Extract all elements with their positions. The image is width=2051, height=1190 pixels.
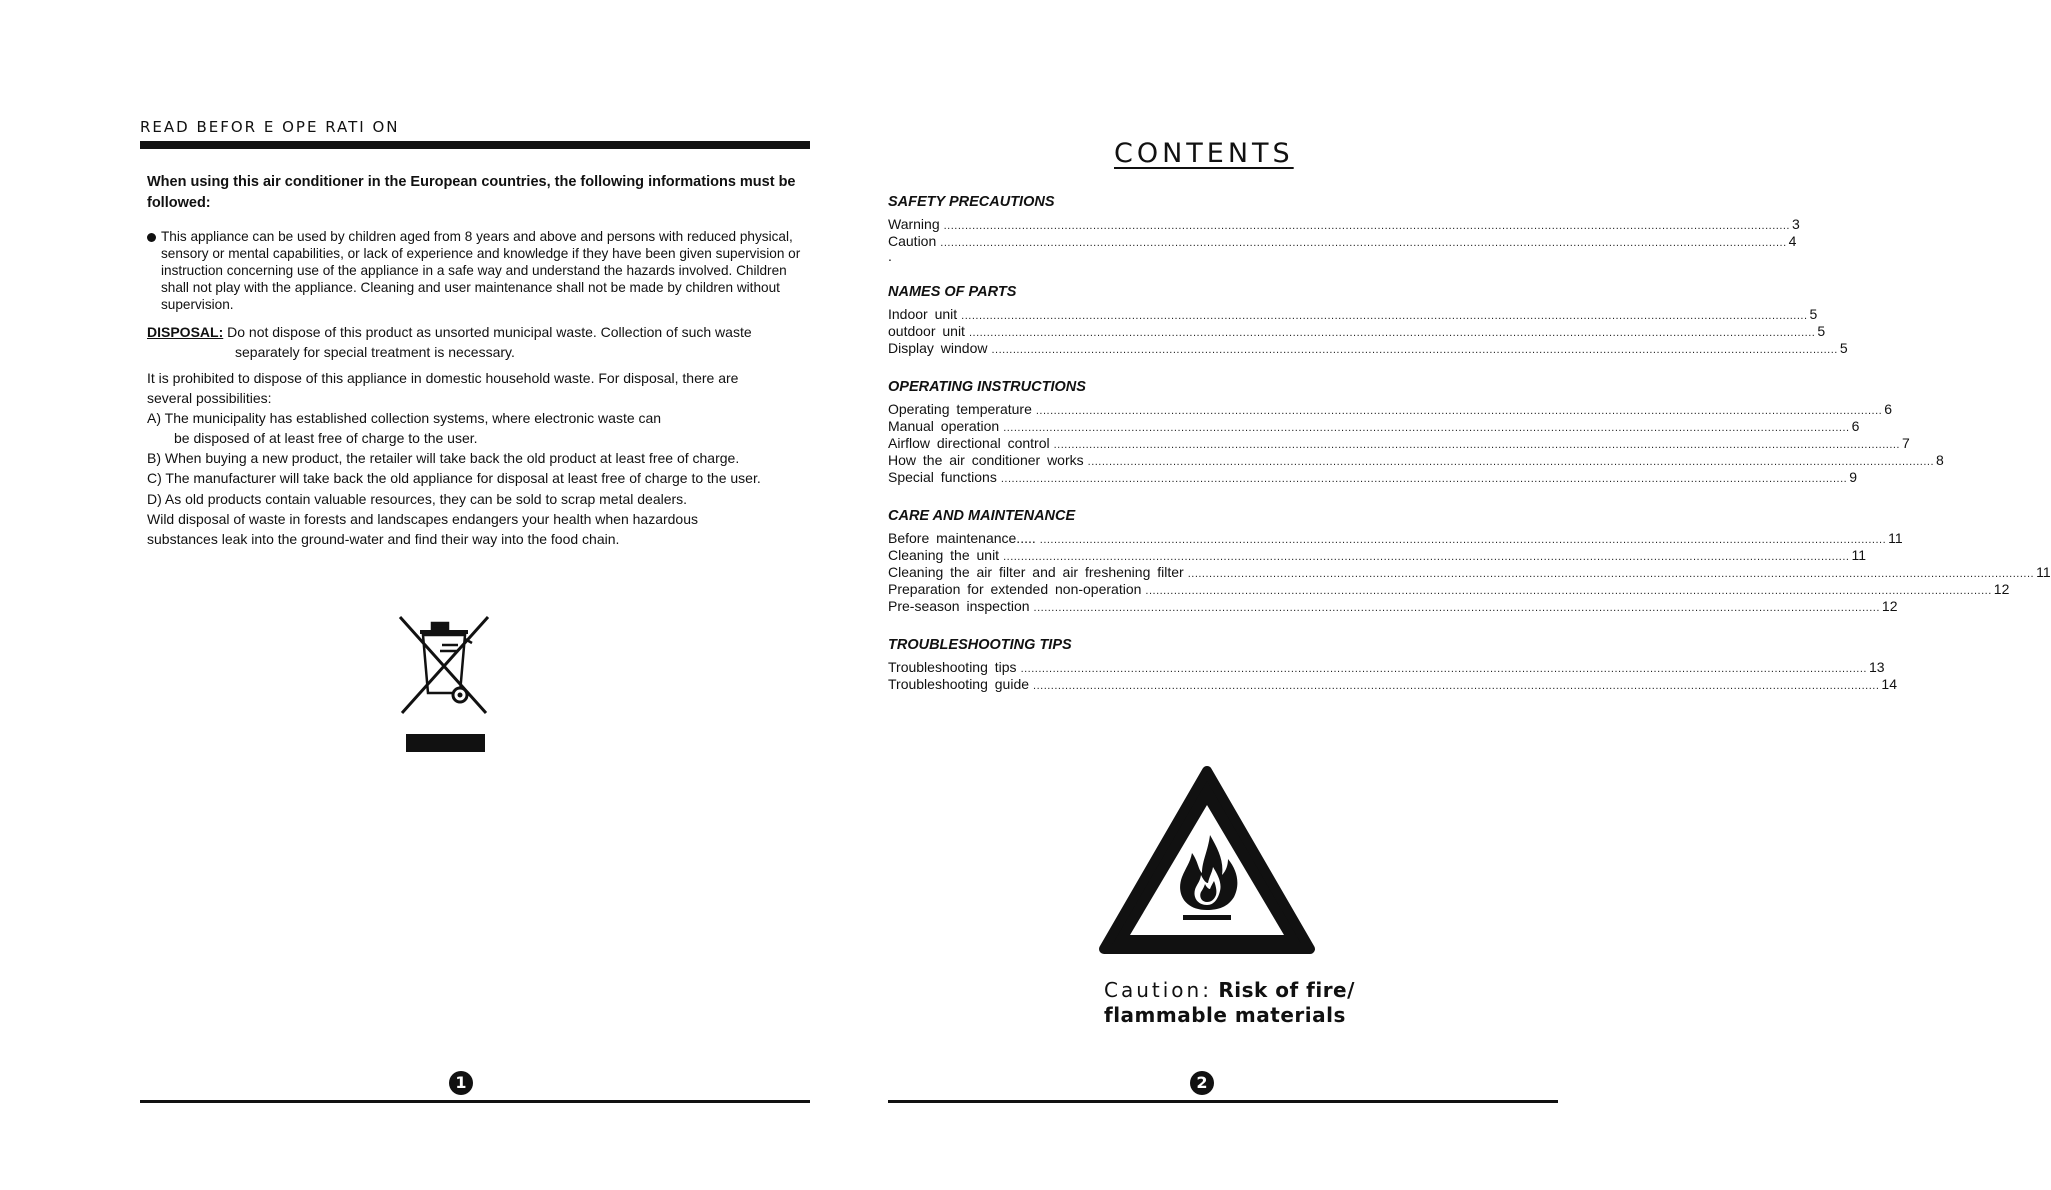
toc-entry-page: 4 xyxy=(1788,233,1797,249)
toc-section-heading: SAFETY PRECAUTIONS xyxy=(888,194,1055,210)
toc-entry xyxy=(888,547,1866,564)
toc-dot-leader: .............................................................................................................................................................................................................................................. xyxy=(1087,456,1935,468)
option-b: B) When buying a new product, the retailer will take back the old product at least free of charge. xyxy=(147,450,740,467)
toc-dot-leader: .............................................................................................................................................................................................................................................. xyxy=(1003,551,1850,563)
footer-rule xyxy=(140,1100,810,1103)
toc-dot-leader: .............................................................................................................................................................................................................................................. xyxy=(940,237,1787,249)
toc-entry xyxy=(888,418,1860,435)
toc-entry-label: outdoor unit xyxy=(888,323,965,339)
toc-entry-page: 3 xyxy=(1792,216,1800,232)
toc-entry-page: 6 xyxy=(1851,418,1860,434)
option-d: D) As old products contain valuable resources, they can be sold to scrap metal dealers. xyxy=(147,490,688,507)
toc-entry-label: Operating temperature xyxy=(888,401,1032,417)
toc-entry-label: Cleaning the air filter and air freshening filter xyxy=(888,564,1184,580)
toc-entry-page: 5 xyxy=(1809,306,1818,322)
page-number-badge: 1 xyxy=(449,1071,473,1095)
toc-entry-label: How the air conditioner works xyxy=(888,452,1084,468)
toc-dot-leader: .............................................................................................................................................................................................................................................. xyxy=(1003,422,1850,434)
toc-entry-label: Airflow directional control xyxy=(888,435,1050,451)
toc-section xyxy=(888,506,2051,615)
closing-line-1: Wild disposal of waste in forests and landscapes endangers your health when hazardous xyxy=(147,510,698,527)
toc-dot-leader: .............................................................................................................................................................................................................................................. xyxy=(961,310,1808,322)
toc-dot-leader: .............................................................................................................................................................................................................................................. xyxy=(1053,439,1900,451)
toc-entry-page: 8 xyxy=(1936,452,1944,468)
toc-section xyxy=(888,192,1800,264)
toc-entry-page: 7 xyxy=(1902,435,1910,451)
toc-section-heading: CARE AND MAINTENANCE xyxy=(888,508,1076,524)
page-number-badge: 2 xyxy=(1190,1071,1214,1095)
disposal-notice xyxy=(147,322,817,362)
toc-entry-label: Manual operation xyxy=(888,418,1000,434)
toc-entry xyxy=(888,469,1858,486)
toc-entry xyxy=(888,216,1800,233)
toc-entry-label: Indoor unit xyxy=(888,306,958,322)
toc-dot-leader: .............................................................................................................................................................................................................................................. xyxy=(991,344,1838,356)
caution-label xyxy=(1104,978,1355,1002)
disposal-options xyxy=(147,368,827,549)
crossed-out-wheelie-bin-icon xyxy=(396,615,492,715)
option-a-line-2: be disposed of at least free of charge to the user. xyxy=(174,430,478,447)
option-a-line-1: A) The municipality has established collection systems, where electronic waste can xyxy=(147,410,662,427)
toc-entry-label: Pre-season inspection xyxy=(888,598,1030,614)
option-c: C) The manufacturer will take back the old appliance for disposal at least free of charge to the user. xyxy=(147,470,761,487)
toc-entry-page: 6 xyxy=(1884,401,1893,417)
toc-dot-leader: .............................................................................................................................................................................................................................................. xyxy=(943,220,1790,232)
toc-dot-leader: .............................................................................................................................................................................................................................................. xyxy=(1187,568,2035,580)
closing-line-2: substances leak into the ground-water and find their way into the food chain. xyxy=(147,530,620,547)
toc-dot-leader: .............................................................................................................................................................................................................................................. xyxy=(968,327,1816,339)
caution-risk-text-2: flammable materials xyxy=(1104,1003,1346,1027)
toc-entry-page: 9 xyxy=(1849,469,1858,485)
header-rule xyxy=(140,141,810,149)
toc-dot-leader: .............................................................................................................................................................................................................................................. xyxy=(1020,663,1867,675)
toc-entry-page: 5 xyxy=(1839,340,1848,356)
toc-entry-label: Display window xyxy=(888,340,988,356)
toc-entry xyxy=(888,581,2010,598)
bullet-icon xyxy=(147,233,156,242)
disposal-text-2: separately for special treatment is necessary. xyxy=(235,344,515,360)
toc-entry-page: 11 xyxy=(2036,564,2051,580)
toc-entry xyxy=(888,435,1910,452)
toc-entry-label: Warning xyxy=(888,216,940,232)
table-of-contents xyxy=(888,192,2051,713)
toc-entry xyxy=(888,401,1893,418)
toc-section-heading: NAMES OF PARTS xyxy=(888,284,1017,300)
toc-entry xyxy=(888,452,1944,469)
toc-entry-label: Cleaning the unit xyxy=(888,547,1000,563)
toc-dot-leader: .............................................................................................................................................................................................................................................. xyxy=(1000,473,1848,485)
toc-entry-page: 12 xyxy=(1881,598,1898,614)
caution-prefix: Caution: xyxy=(1104,978,1212,1002)
toc-section-heading: TROUBLESHOOTING TIPS xyxy=(888,637,1072,653)
toc-entry xyxy=(888,659,1885,676)
toc-entry-label: Troubleshooting tips xyxy=(888,659,1017,675)
disposal-label: DISPOSAL: xyxy=(147,324,224,340)
prohibition-line-1: It is prohibited to dispose of this appliance in domestic household waste. For disposal, there are xyxy=(147,370,739,386)
toc-entry-label: Caution xyxy=(888,233,937,249)
toc-entry-label: Before maintenance..... xyxy=(888,530,1036,546)
toc-dot-leader: .............................................................................................................................................................................................................................................. xyxy=(1039,534,1887,546)
toc-section xyxy=(888,635,1897,693)
contents-title: CONTENTS xyxy=(1114,138,1294,169)
toc-entry xyxy=(888,530,1903,547)
toc-entry-page: 5 xyxy=(1817,323,1826,339)
toc-entry xyxy=(888,598,1898,615)
flammable-warning-triangle-icon xyxy=(1098,765,1316,957)
toc-section xyxy=(888,282,1848,357)
toc-entry xyxy=(888,564,2051,581)
toc-entry xyxy=(888,306,1818,323)
toc-entry-label: Preparation for extended non-operation xyxy=(888,581,1142,597)
toc-entry-label: Troubleshooting guide xyxy=(888,676,1030,692)
toc-entry xyxy=(888,323,1826,340)
toc-section xyxy=(888,377,1944,486)
toc-entry xyxy=(888,233,1797,250)
weee-marking-bar xyxy=(406,734,485,752)
toc-dot-leader: .............................................................................................................................................................................................................................................. xyxy=(1145,585,1992,597)
toc-entry-page: 12 xyxy=(1993,581,2010,597)
toc-entry-page: 11 xyxy=(1851,547,1866,563)
children-notice xyxy=(147,228,807,313)
toc-entry-page: 11 xyxy=(1888,530,1903,546)
intro-statement: When using this air conditioner in the European countries, the following informations must be followed: xyxy=(147,174,796,211)
toc-dot-leader: .............................................................................................................................................................................................................................................. xyxy=(1035,405,1883,417)
toc-dot-leader: .............................................................................................................................................................................................................................................. xyxy=(1033,680,1880,692)
toc-entry-label: Special functions xyxy=(888,469,997,485)
toc-entry-page: 14 xyxy=(1881,676,1897,692)
toc-dot-leader: .............................................................................................................................................................................................................................................. xyxy=(1033,602,1880,614)
children-notice-text: This appliance can be used by children aged from 8 years and above and persons with reduced physical, sensory or mental capabilities, or lack of experience and knowledge if they have been given supervision or instruction concerning use of the appliance in a safe way and understand the hazards involved. Children shall not play with the appliance. Cleaning and user maintenance shall not be made by children without supervision. xyxy=(161,229,801,312)
toc-entry-page: 13 xyxy=(1868,659,1885,675)
toc-entry xyxy=(888,340,1848,357)
toc-section-heading: OPERATING INSTRUCTIONS xyxy=(888,379,1086,395)
page-header-title: READ BEFOR E OPE RATI ON xyxy=(140,118,400,136)
footer-rule xyxy=(888,1100,1558,1103)
caution-risk-text: Risk of fire/ xyxy=(1218,978,1355,1002)
toc-entry xyxy=(888,676,1897,693)
toc-stray-mark: . xyxy=(888,248,892,264)
disposal-text-1: Do not dispose of this product as unsorted municipal waste. Collection of such waste xyxy=(227,324,752,340)
prohibition-line-2: several possibilities: xyxy=(147,390,272,407)
